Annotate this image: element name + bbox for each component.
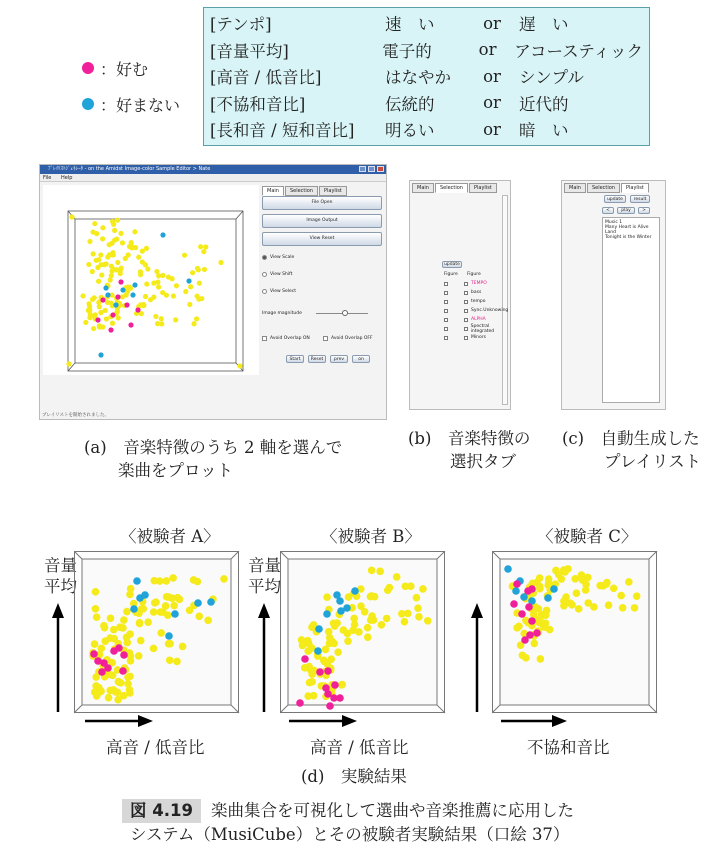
neutral-song-dot <box>344 637 352 645</box>
neutral-song-dot <box>402 582 410 590</box>
column-header-1: Figure <box>444 272 458 277</box>
neutral-song-dot <box>340 626 348 634</box>
feature-b: 遅 い <box>519 15 569 35</box>
neutral-song-dot <box>552 567 560 575</box>
neutral-song-dot <box>536 585 544 593</box>
neutral-song-dot <box>204 617 212 625</box>
tab-main[interactable]: Main <box>564 183 586 193</box>
status-bar: プレイリストを開始されました。 <box>42 413 110 418</box>
neutral-song-dot <box>323 593 331 601</box>
feature-name: [不協和音比] <box>210 94 306 114</box>
view-reset-button[interactable]: View Reset <box>262 232 382 246</box>
update-button[interactable]: update <box>442 261 462 268</box>
neutral-song-dot <box>536 574 544 582</box>
disliked-song-dot <box>550 585 558 593</box>
feature-a: はなやか <box>385 68 451 88</box>
neutral-song-dot <box>117 679 125 687</box>
disliked-song-dot <box>207 598 215 606</box>
tab-selection[interactable]: Selection <box>435 183 468 193</box>
neutral-song-dot <box>633 592 641 600</box>
neutral-song-dot <box>144 618 152 626</box>
neutral-song-dot <box>124 639 132 647</box>
neutral-song-dot <box>560 602 568 610</box>
neutral-song-dot <box>376 568 384 576</box>
neutral-song-dot <box>582 586 590 594</box>
neutral-song-dot <box>625 578 633 586</box>
neutral-song-dot <box>325 628 333 636</box>
disliked-song-dot <box>130 605 138 613</box>
playlist-item[interactable]: Music 1 <box>605 220 623 225</box>
magnitude-label: Image magnitude <box>262 311 302 316</box>
feature-a: 速 い <box>385 15 435 35</box>
disliked-song-dot <box>351 587 359 595</box>
neutral-song-dot <box>617 592 625 600</box>
liked-song-dot <box>510 600 518 608</box>
disliked-song-dot <box>343 604 351 612</box>
neutral-song-dot <box>92 588 100 596</box>
neutral-song-dot <box>384 586 392 594</box>
disliked-song-dot <box>171 610 179 618</box>
playlist-item[interactable]: Many Heart is Alive Land <box>605 225 649 235</box>
neutral-song-dot <box>173 658 181 666</box>
feature-check-label: Sync.Unknowing <box>471 308 509 313</box>
neutral-song-dot <box>124 680 132 688</box>
neutral-song-dot <box>163 577 171 585</box>
update-button[interactable]: update <box>604 195 626 203</box>
feature-a: 伝統的 <box>385 94 435 114</box>
neutral-song-dot <box>367 593 375 601</box>
neutral-song-dot <box>364 633 372 641</box>
liked-song-dot <box>90 650 98 658</box>
neutral-song-dot <box>334 648 342 656</box>
figure-caption <box>122 799 574 847</box>
liked-song-dot <box>528 617 536 625</box>
tab-selection[interactable]: Selection <box>285 186 318 196</box>
neutral-song-dot <box>322 646 330 654</box>
neutral-song-dot <box>119 624 127 632</box>
feature-a: 電子的 <box>382 41 432 61</box>
subject-b-plot <box>280 551 455 716</box>
neutral-song-dot <box>100 622 108 630</box>
neutral-song-dot <box>92 605 100 613</box>
feature-or: or <box>478 40 497 60</box>
neutral-song-dot <box>561 568 569 576</box>
feature-check-label: TEMPO <box>471 281 487 286</box>
check-label: Avoid Overlap ON <box>270 336 310 341</box>
radio-label: View Select <box>270 289 296 294</box>
neutral-song-dot <box>415 613 423 621</box>
disliked-song-dot <box>544 594 552 602</box>
tab-playlist[interactable]: Playlist <box>469 183 497 193</box>
neutral-song-dot <box>304 647 312 655</box>
neutral-song-dot <box>610 584 618 592</box>
legend-like-label: ：好む <box>100 59 149 79</box>
neutral-song-dot <box>301 664 309 672</box>
neutral-song-dot <box>110 635 118 643</box>
disliked-song-dot <box>314 647 322 655</box>
neutral-song-dot <box>631 604 639 612</box>
neutral-song-dot <box>179 643 187 651</box>
feature-name: [長和音 / 短和音比] <box>210 121 355 141</box>
neutral-song-dot <box>170 602 178 610</box>
feature-b: 暗 い <box>519 121 569 141</box>
reset-button[interactable]: Reset <box>308 355 326 363</box>
start-button[interactable]: Start <box>286 355 304 363</box>
liked-song-dot <box>513 580 521 588</box>
neutral-song-dot <box>150 577 158 585</box>
prev-button[interactable]: prev <box>330 355 348 363</box>
legend-dislike-label: ：好まない <box>100 95 181 115</box>
neutral-song-dot <box>127 657 135 665</box>
disliked-song-dot <box>336 597 344 605</box>
tab-playlist[interactable]: Playlist <box>621 183 649 193</box>
neutral-song-dot <box>151 599 159 607</box>
neutral-song-dot <box>522 654 530 662</box>
neutral-song-dot <box>575 605 583 613</box>
feature-check-label: Minors <box>471 335 486 340</box>
neutral-song-dot <box>543 607 551 615</box>
neutral-song-dot <box>120 616 128 624</box>
neutral-song-dot <box>150 645 158 653</box>
neutral-song-dot <box>364 624 372 632</box>
liked-song-dot <box>98 668 106 676</box>
file-open-button[interactable]: File Open <box>262 196 382 210</box>
subject-c-title: 〈被験者 C〉 <box>537 527 638 546</box>
menu-help[interactable]: Help <box>60 175 73 181</box>
neutral-song-dot <box>345 593 353 601</box>
neutral-song-dot <box>605 601 613 609</box>
neutral-song-dot <box>110 626 118 634</box>
neutral-song-dot <box>333 619 341 627</box>
subject-b-title: 〈被験者 B〉 <box>321 527 421 546</box>
neutral-song-dot <box>404 610 412 618</box>
caption-a-line2: 楽曲をプロット <box>118 461 234 480</box>
neutral-song-dot <box>599 582 607 590</box>
feature-b: アコースティック <box>514 41 643 61</box>
caption-c-line1: (c) 自動生成した <box>562 429 700 448</box>
neutral-song-dot <box>573 589 581 597</box>
disliked-song-dot <box>133 577 141 585</box>
liked-song-dot <box>533 629 541 637</box>
neutral-song-dot <box>195 612 203 620</box>
feature-b: 近代的 <box>519 94 569 114</box>
subject-b-xlabel: 高音 / 低音比 <box>310 738 409 757</box>
neutral-song-dot <box>150 608 158 616</box>
neutral-song-dot <box>174 594 182 602</box>
disliked-song-dot <box>512 587 520 595</box>
neutral-song-dot <box>220 575 228 583</box>
neutral-song-dot <box>91 640 99 648</box>
feature-b: シンプル <box>519 68 584 88</box>
neutral-song-dot <box>378 621 386 629</box>
disliked-song-dot <box>194 599 202 607</box>
liked-song-dot <box>301 655 309 663</box>
neutral-song-dot <box>401 618 409 626</box>
feature-name: [テンポ] <box>210 15 272 35</box>
liked-song-dot <box>119 667 127 675</box>
liked-song-dot <box>316 668 324 676</box>
check-label: Avoid Overlap OFF <box>331 336 373 341</box>
disliked-song-dot <box>323 610 331 618</box>
neutral-song-dot <box>105 694 113 702</box>
liked-song-dot <box>521 636 529 644</box>
subject-a-plot <box>74 551 249 716</box>
radio-label: View Scale <box>270 255 295 260</box>
feature-or: or <box>483 119 501 139</box>
neutral-song-dot <box>515 622 523 630</box>
neutral-song-dot <box>584 599 592 607</box>
ylabel-line1: 音量 <box>44 556 77 575</box>
tab-main[interactable]: Main <box>412 183 434 193</box>
neutral-song-dot <box>190 576 198 584</box>
liked-song-dot <box>110 647 118 655</box>
neutral-song-dot <box>166 640 174 648</box>
figure-caption-text2: システム（MusiCube）とその被験者実験結果（口絵 37） <box>130 825 570 844</box>
playlist-item[interactable]: Tonight is the Winter <box>605 235 652 240</box>
neutral-song-dot <box>419 585 427 593</box>
neutral-song-dot <box>383 615 391 623</box>
figure-label: 図 4.19 <box>122 799 201 823</box>
neutral-song-dot <box>351 621 359 629</box>
result-button[interactable]: result <box>630 195 650 203</box>
neutral-song-dot <box>163 593 171 601</box>
liked-song-dot <box>528 585 536 593</box>
neutral-song-dot <box>114 696 122 704</box>
neutral-song-dot <box>530 640 538 648</box>
disliked-song-dot <box>165 632 173 640</box>
ylabel-line2: 平均 <box>248 577 281 596</box>
subject-a-xlabel: 高音 / 低音比 <box>106 738 205 757</box>
figure-caption-line1 <box>122 799 574 823</box>
neutral-song-dot <box>305 640 313 648</box>
neutral-song-dot <box>308 678 316 686</box>
neutral-song-dot <box>414 604 422 612</box>
liked-song-dot <box>120 651 128 659</box>
feature-or: or <box>483 93 501 113</box>
feature-name: [音量平均] <box>210 41 289 61</box>
neutral-song-dot <box>169 574 177 582</box>
on-button[interactable]: on <box>352 355 370 363</box>
tab-selection[interactable]: Selection <box>587 183 620 193</box>
caption-a-line1: (a) 音楽特徴のうち 2 軸を選んで <box>84 438 343 457</box>
liked-song-dot <box>296 699 304 707</box>
neutral-song-dot <box>545 579 553 587</box>
prev-track-button[interactable]: < <box>602 207 614 214</box>
subject-a-title: 〈被験者 A〉 <box>120 527 220 546</box>
caption-d: (d) 実験結果 <box>301 767 407 786</box>
neutral-song-dot <box>619 604 627 612</box>
feature-check-label: ALPHA <box>471 317 486 322</box>
play-button[interactable]: play <box>617 207 635 214</box>
feature-a: 明るい <box>385 121 435 141</box>
neutral-song-dot <box>93 613 101 621</box>
neutral-song-dot <box>368 612 376 620</box>
neutral-song-dot <box>137 637 145 645</box>
next-track-button[interactable]: > <box>638 207 650 214</box>
neutral-song-dot <box>535 605 543 613</box>
caption-b-line2: 選択タブ <box>450 452 516 471</box>
neutral-song-dot <box>127 585 135 593</box>
neutral-song-dot <box>368 567 376 575</box>
column-header-2: Figure <box>467 272 481 277</box>
neutral-song-dot <box>537 618 545 626</box>
neutral-song-dot <box>123 608 131 616</box>
neutral-song-dot <box>186 606 194 614</box>
neutral-song-dot <box>124 673 132 681</box>
neutral-song-dot <box>393 573 401 581</box>
feature-or: or <box>483 66 501 86</box>
image-output-button[interactable]: Image Output <box>262 214 382 228</box>
liked-song-dot <box>331 681 339 689</box>
neutral-song-dot <box>136 619 144 627</box>
subject-c-plot <box>492 551 667 716</box>
menu-file[interactable]: File <box>43 175 52 181</box>
liked-song-dot <box>326 702 334 710</box>
ylabel-line1: 音量 <box>248 556 281 575</box>
neutral-song-dot <box>110 686 118 694</box>
neutral-song-dot <box>166 656 174 664</box>
neutral-song-dot <box>135 652 143 660</box>
neutral-song-dot <box>424 617 432 625</box>
feature-check-label: Spectral integrated <box>470 323 495 334</box>
disliked-song-dot <box>504 565 512 573</box>
neutral-song-dot <box>584 574 592 582</box>
neutral-song-dot <box>537 655 545 663</box>
ylabel-line2: 平均 <box>44 577 77 596</box>
liked-song-dot <box>518 610 526 618</box>
feature-check-label: tempo <box>471 299 486 304</box>
liked-song-dot <box>525 603 533 611</box>
feature-or: or <box>483 13 501 33</box>
neutral-song-dot <box>413 594 421 602</box>
tab-playlist[interactable]: Playlist <box>319 186 347 196</box>
caption-b-line1: (b) 音楽特徴の <box>408 429 531 448</box>
radio-label: View Shift <box>270 272 293 277</box>
disliked-song-dot <box>141 591 149 599</box>
neutral-song-dot <box>159 608 167 616</box>
liked-song-dot <box>324 667 332 675</box>
feature-name: [高音 / 低音比] <box>210 68 322 88</box>
subject-c-xlabel: 不協和音比 <box>527 738 610 757</box>
neutral-song-dot <box>92 682 100 690</box>
neutral-song-dot <box>107 615 115 623</box>
tab-main[interactable]: Main <box>262 186 284 196</box>
neutral-song-dot <box>109 672 117 680</box>
neutral-song-dot <box>361 608 369 616</box>
neutral-song-dot <box>338 681 346 689</box>
neutral-song-dot <box>304 692 312 700</box>
disliked-song-dot <box>315 625 323 633</box>
figure-caption-text1: 楽曲集合を可視化して選曲や音楽推薦に応用した <box>210 801 574 820</box>
feature-check-label: bass <box>471 290 482 295</box>
caption-c-line2: プレイリスト <box>604 452 702 471</box>
neutral-song-dot <box>157 629 165 637</box>
neutral-song-dot <box>126 630 134 638</box>
liked-song-dot <box>336 694 344 702</box>
window-title: ﾌﾟﾚｲﾘｽﾄｼﾞｪﾈﾚｰﾀ - on the Amidst Image-color Sample Editor > Nate <box>40 165 386 174</box>
neutral-song-dot <box>324 660 332 668</box>
